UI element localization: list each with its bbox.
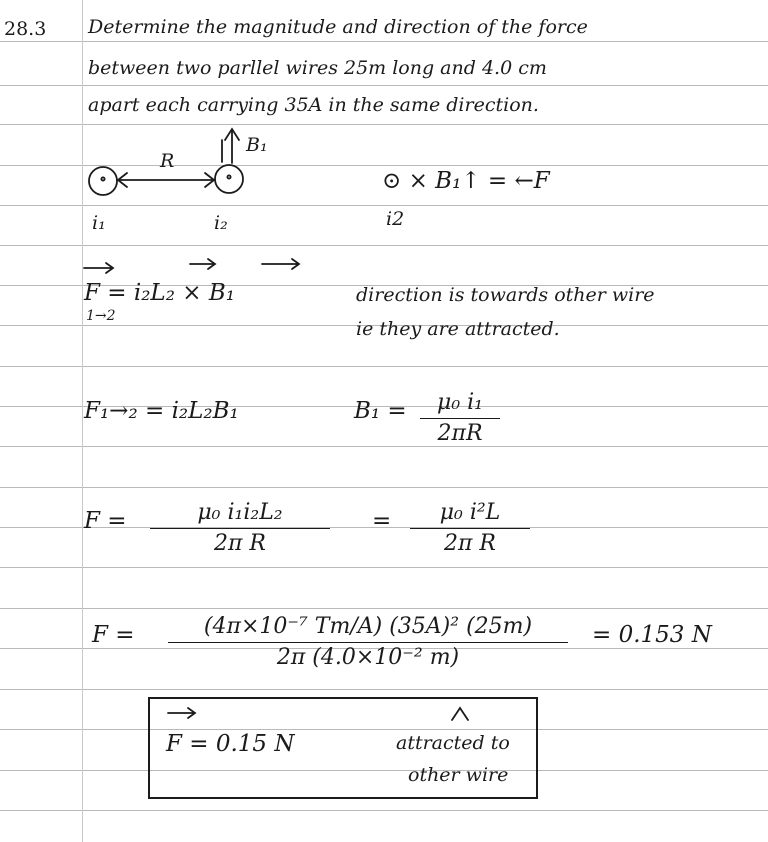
magnitude-equation: F₁→₂ = i₂L₂B₁ bbox=[84, 398, 239, 424]
force-vector-equation: F = i₂L₂ × B₁ bbox=[84, 280, 235, 306]
combined-denominator-2: 2π R bbox=[443, 531, 496, 556]
wire-2-dot-icon bbox=[227, 175, 230, 178]
vector-arrow-f-icon bbox=[84, 263, 113, 273]
distance-label: R bbox=[160, 150, 175, 172]
cross-product-direction: ⊙ × B₁↑ = ←F bbox=[382, 168, 550, 194]
combined-numerator-2: μ₀ i²L bbox=[439, 500, 501, 525]
force-vector-subscript: 1→2 bbox=[86, 308, 116, 324]
field-label: B₁ bbox=[246, 134, 268, 156]
vector-arrow-l-icon bbox=[190, 259, 215, 269]
numeric-denominator: 2π (4.0×10⁻² m) bbox=[276, 645, 460, 670]
answer-value: F = 0.15 N bbox=[166, 731, 295, 757]
combined-numerator-1: μ₀ i₁i₂L₂ bbox=[197, 500, 283, 525]
b1-equation-lhs: B₁ = bbox=[354, 398, 407, 424]
cross-product-current-label: i2 bbox=[386, 208, 405, 230]
statement-line-1: Determine the magnitude and direction of the force bbox=[88, 16, 588, 38]
statement-line-3: apart each carrying 35A in the same direction. bbox=[88, 94, 539, 116]
wire-2-label: i₂ bbox=[214, 212, 228, 234]
direction-text-line-1: direction is towards other wire bbox=[356, 284, 655, 306]
problem-number: 28.3 bbox=[4, 18, 47, 40]
numeric-equation-lhs: F = bbox=[92, 622, 135, 648]
numeric-numerator: (4π×10⁻⁷ Tm/A) (35A)² (25m) bbox=[203, 614, 533, 639]
combined-denominator-1: 2π R bbox=[213, 531, 266, 556]
answer-note-line-2: other wire bbox=[408, 764, 509, 786]
combined-fraction-bar-2 bbox=[410, 528, 530, 529]
statement-line-2: between two parllel wires 25m long and 4.0 cm bbox=[88, 57, 547, 79]
combined-fraction-1 bbox=[150, 500, 330, 557]
b1-fraction bbox=[420, 390, 500, 447]
combined-equals: = bbox=[372, 508, 392, 534]
b1-numerator: μ₀ i₁ bbox=[437, 390, 483, 415]
numeric-result: = 0.153 N bbox=[592, 622, 712, 648]
numeric-fraction-bar bbox=[168, 642, 568, 643]
vector-arrow-b-icon bbox=[262, 259, 299, 269]
b1-denominator: 2πR bbox=[437, 421, 483, 446]
combined-fraction-bar-1 bbox=[150, 528, 330, 529]
combined-equation-lhs: F = bbox=[84, 508, 127, 534]
wire-1-dot-icon bbox=[101, 177, 104, 180]
direction-text-line-2: ie they are attracted. bbox=[356, 318, 560, 340]
combined-fraction-2 bbox=[410, 500, 530, 557]
b1-fraction-bar bbox=[420, 418, 500, 419]
wire-1-label: i₁ bbox=[92, 212, 106, 234]
numeric-fraction bbox=[168, 614, 568, 671]
answer-note-line-1: attracted to bbox=[396, 732, 510, 754]
